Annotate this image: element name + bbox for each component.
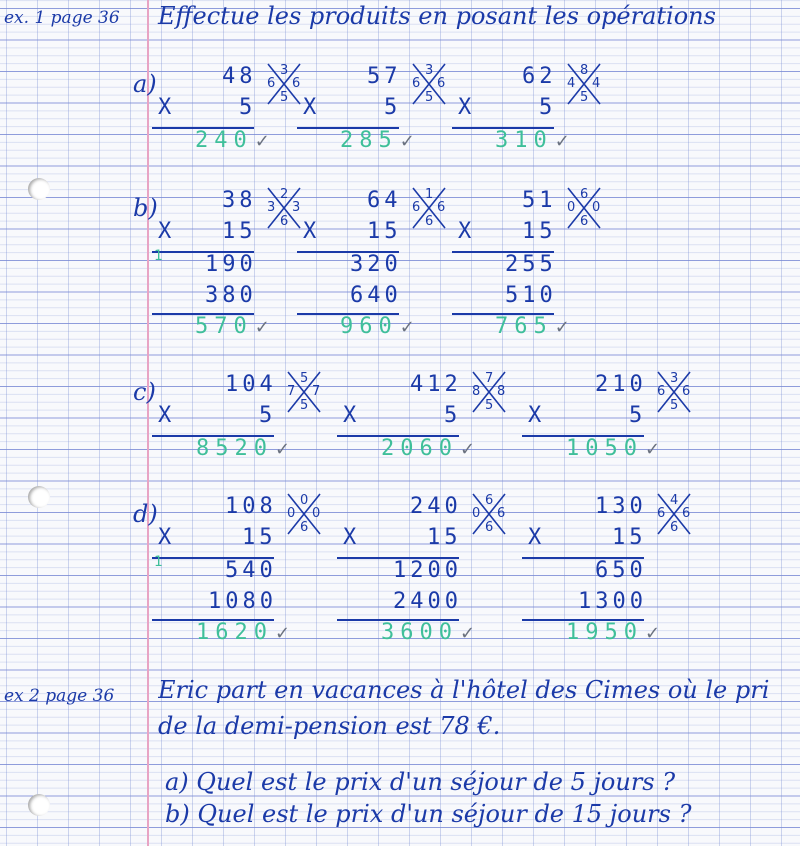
times-sign: X (528, 525, 546, 550)
check-mark-icon: ✓ (254, 317, 270, 338)
proof-cross (284, 492, 324, 536)
multiplicand: 104 (225, 372, 277, 397)
times-sign: X (528, 403, 546, 428)
partial-product: 320 (350, 252, 402, 277)
proof-digit: 3 (670, 371, 679, 386)
check-mark-icon: ✓ (274, 439, 291, 460)
proof-digit: 6 (657, 384, 666, 399)
proof-digit: 4 (592, 76, 601, 91)
product-result (495, 314, 570, 339)
proof-digit: 4 (567, 76, 576, 91)
check-mark-icon: ✓ (254, 131, 270, 152)
multiplier: 5 (444, 403, 462, 428)
multiplicand: 51 (522, 188, 557, 213)
proof-digit: 6 (292, 76, 301, 91)
proof-digit: 5 (485, 398, 494, 413)
proof-digit: 7 (485, 371, 494, 386)
proof-cross (469, 492, 509, 536)
times-sign: X (158, 219, 176, 244)
proof-digit: 8 (580, 63, 589, 78)
proof-digit: 6 (657, 506, 666, 521)
product-result (196, 620, 290, 645)
proof-cross (654, 370, 694, 414)
times-sign: X (303, 95, 321, 120)
proof-digit: 2 (280, 187, 289, 202)
proof-digit: 6 (300, 520, 309, 535)
times-sign: X (458, 95, 476, 120)
partial-product: 380 (205, 283, 257, 308)
result-digits: 285 (340, 128, 398, 153)
product-result (340, 314, 415, 339)
result-digits: 765 (495, 314, 553, 339)
partial-product: 1200 (393, 558, 462, 583)
multiplicand: 108 (225, 494, 277, 519)
proof-digit: 6 (580, 187, 589, 202)
row-label: b) (133, 194, 158, 222)
proof-digit: 6 (425, 214, 434, 229)
product-result (340, 128, 415, 153)
proof-digit: 5 (280, 90, 289, 105)
proof-digit: 6 (267, 76, 276, 91)
proof-cross (264, 186, 304, 230)
product-result (195, 128, 270, 153)
multiplier: 5 (384, 95, 402, 120)
result-digits: 1620 (196, 620, 273, 645)
product-result (495, 128, 570, 153)
exercise-1-reference: ex. 1 page 36 (4, 8, 120, 28)
check-mark-icon: ✓ (644, 623, 661, 644)
proof-digit: 5 (300, 398, 309, 413)
result-digits: 240 (195, 128, 253, 153)
exercise-2-question-a: a) Quel est le prix d'un séjour de 5 jours ? (165, 768, 676, 796)
multiplier: 5 (539, 95, 557, 120)
binder-hole (28, 486, 50, 508)
multiplicand: 412 (410, 372, 462, 397)
multiplicand: 64 (367, 188, 402, 213)
times-sign: X (343, 403, 361, 428)
multiplicand: 210 (595, 372, 647, 397)
proof-cross (409, 186, 449, 230)
result-digits: 3600 (381, 620, 458, 645)
result-digits: 310 (495, 128, 553, 153)
multiplicand: 48 (222, 64, 257, 89)
times-sign: X (458, 219, 476, 244)
partial-product: 190 (205, 252, 257, 277)
product-result (196, 436, 290, 461)
times-sign: X (158, 95, 176, 120)
proof-digit: 6 (412, 76, 421, 91)
result-digits: 8520 (196, 436, 273, 461)
proof-digit: 8 (497, 384, 506, 399)
multiplicand: 240 (410, 494, 462, 519)
proof-cross (564, 186, 604, 230)
result-digits: 570 (195, 314, 253, 339)
exercise-2-question-b: b) Quel est le prix d'un séjour de 15 jours ? (165, 800, 692, 828)
proof-digit: 8 (472, 384, 481, 399)
exercise-2-statement-line2: de la demi-pension est 78 €. (158, 712, 501, 740)
partial-product: 255 (505, 252, 557, 277)
result-digits: 960 (340, 314, 398, 339)
proof-digit: 6 (437, 76, 446, 91)
proof-digit: 6 (682, 506, 691, 521)
result-digits: 1050 (566, 436, 643, 461)
exercise-2-reference: ex 2 page 36 (4, 686, 115, 706)
check-mark-icon: ✓ (644, 439, 661, 460)
result-digits: 1950 (566, 620, 643, 645)
check-mark-icon: ✓ (554, 317, 570, 338)
product-result (381, 620, 475, 645)
check-mark-icon: ✓ (459, 623, 476, 644)
proof-cross (564, 62, 604, 106)
proof-digit: 3 (292, 200, 301, 215)
proof-digit: 6 (437, 200, 446, 215)
margin-line (147, 0, 149, 846)
partial-product: 650 (595, 558, 647, 583)
multiplicand: 38 (222, 188, 257, 213)
proof-digit: 5 (580, 90, 589, 105)
times-sign: X (343, 525, 361, 550)
carry-digit: 1 (154, 554, 163, 570)
proof-digit: 7 (287, 384, 296, 399)
proof-digit: 0 (592, 200, 601, 215)
partial-product: 1080 (208, 589, 277, 614)
check-mark-icon: ✓ (459, 439, 476, 460)
check-mark-icon: ✓ (554, 131, 570, 152)
carry-digit: 1 (154, 248, 163, 264)
proof-digit: 3 (267, 200, 276, 215)
row-label: c) (133, 378, 156, 406)
proof-digit: 6 (412, 200, 421, 215)
proof-digit: 6 (497, 506, 506, 521)
binder-hole (28, 178, 50, 200)
row-label: a) (133, 70, 157, 98)
proof-digit: 0 (312, 506, 321, 521)
product-result (381, 436, 475, 461)
proof-digit: 7 (312, 384, 321, 399)
multiplier: 5 (239, 95, 257, 120)
exercise-2-statement-line1: Eric part en vacances à l'hôtel des Cimes où le pri (158, 676, 770, 704)
proof-digit: 5 (425, 90, 434, 105)
proof-digit: 6 (682, 384, 691, 399)
proof-digit: 6 (485, 493, 494, 508)
row-label: d) (133, 500, 158, 528)
check-mark-icon: ✓ (399, 317, 415, 338)
partial-product: 2400 (393, 589, 462, 614)
proof-cross (284, 370, 324, 414)
proof-digit: 5 (300, 371, 309, 386)
product-result (195, 314, 270, 339)
check-mark-icon: ✓ (399, 131, 415, 152)
proof-digit: 6 (485, 520, 494, 535)
multiplicand: 130 (595, 494, 647, 519)
binder-hole (28, 794, 50, 816)
multiplier: 15 (367, 219, 402, 244)
multiplier: 15 (522, 219, 557, 244)
multiplier: 15 (242, 525, 277, 550)
multiplier: 15 (222, 219, 257, 244)
product-result (566, 620, 660, 645)
proof-digit: 3 (425, 63, 434, 78)
multiplier: 15 (612, 525, 647, 550)
partial-product: 510 (505, 283, 557, 308)
proof-digit: 5 (670, 398, 679, 413)
proof-digit: 1 (425, 187, 434, 202)
multiplier: 5 (629, 403, 647, 428)
proof-cross (409, 62, 449, 106)
proof-digit: 0 (287, 506, 296, 521)
proof-cross (264, 62, 304, 106)
proof-cross (654, 492, 694, 536)
proof-cross (469, 370, 509, 414)
proof-digit: 3 (280, 63, 289, 78)
product-result (566, 436, 660, 461)
result-digits: 2060 (381, 436, 458, 461)
times-sign: X (303, 219, 321, 244)
partial-product: 640 (350, 283, 402, 308)
times-sign: X (158, 403, 176, 428)
multiplicand: 57 (367, 64, 402, 89)
proof-digit: 6 (280, 214, 289, 229)
multiplier: 15 (427, 525, 462, 550)
multiplier: 5 (259, 403, 277, 428)
proof-digit: 0 (300, 493, 309, 508)
proof-digit: 6 (670, 520, 679, 535)
multiplicand: 62 (522, 64, 557, 89)
partial-product: 1300 (578, 589, 647, 614)
proof-digit: 0 (472, 506, 481, 521)
check-mark-icon: ✓ (274, 623, 291, 644)
exercise-1-instruction: Effectue les produits en posant les opérations (158, 2, 716, 30)
proof-digit: 0 (567, 200, 576, 215)
proof-digit: 4 (670, 493, 679, 508)
partial-product: 540 (225, 558, 277, 583)
times-sign: X (158, 525, 176, 550)
proof-digit: 6 (580, 214, 589, 229)
